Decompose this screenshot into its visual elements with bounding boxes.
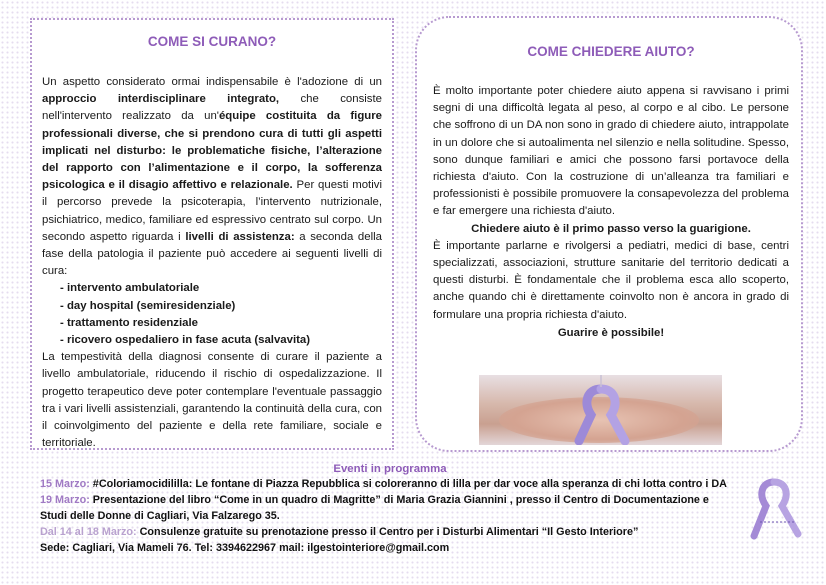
right-title: COME CHIEDERE AIUTO? bbox=[527, 44, 695, 59]
event-date: 19 Marzo: bbox=[40, 494, 90, 506]
left-title: COME SI CURANO? bbox=[147, 34, 277, 49]
event-text: #Coloriamocidililla: Le fontane di Piazza Repubblica si coloreranno di lilla per dar voce alla speranza di chi lotta contro i DA bbox=[89, 478, 727, 490]
left-panel bbox=[30, 18, 394, 450]
event-text: Presentazione del libro “Come in un quadro di Magritte” di Maria Grazia Giannini , presso il Centro di Documentazione e bbox=[89, 494, 709, 506]
right-paragraph-2: È importante parlarne e rivolgersi a pediatri, medici di base, centri specializzati, associazioni, strutture sanitarie del territorio dedicati a questi disturbi. È fondamentale che il problema esca allo scoperto, anche quando chi è direttamente coinvolto non è ancora in grado di formulare una propria richiesta d'aiuto. bbox=[433, 239, 789, 321]
event-item bbox=[40, 492, 820, 508]
left-paragraph-1 bbox=[42, 74, 382, 280]
text-run: a seconda della fase della patologia il paziente può accedere ai seguenti livelli di cura: bbox=[42, 230, 383, 278]
bold-run: livelli di assistenza: bbox=[185, 230, 295, 243]
bold-run: approccio interdisciplinare integrato, bbox=[42, 93, 280, 106]
bold-run: équipe costituita da figure professionali diverse, che si prendono cura di tutti gli aspetti implicati nel disturbo: le problematiche fisiche, l’alterazione del rapporto con l’alimentazione e il corpo, la sofferenza psicologica e il disagio affettivo e relazionale. bbox=[42, 110, 383, 192]
event-item bbox=[40, 476, 820, 492]
right-paragraph-1: È molto importante poter chiedere aiuto appena si ravvisano i primi segni di una difficoltà legata al peso, al corpo e al cibo. Le persone che soffrono di un DA non sono in grado di chiedere aiuto, intrappolate in un dolore che si autoalimenta nel silenzio e nella solitudine. Spesso, sono dunque familiari e amici che possono farsi portavoce della richiesta d'aiuto. Con la costruzione di un’alleanza tra familiari e professionisti è possibile promuovere la consapevolezza del problema e far emergere una richiesta d'aiuto. bbox=[433, 85, 789, 218]
event-date: 15 Marzo: bbox=[40, 478, 90, 490]
left-paragraph-2: La tempestività della diagnosi consente di curare il paziente a livello ambulatoriale, riducendo il rischio di ospedalizzazione. Il progetto terapeutico deve poter contemplare l'eventuale passaggio tra i vari livelli assistenziali, garantendo la continuità della cura, con il coinvolgimento del paziente e della rete familiare, sociale e territoriale. bbox=[42, 351, 382, 450]
list-item: - ricovero ospedaliero in fase acuta (salvavita) bbox=[60, 334, 311, 347]
right-highlight: Chiedere aiuto è il primo passo verso la guarigione. bbox=[471, 222, 751, 235]
right-panel bbox=[415, 16, 803, 452]
list-item: - trattamento residenziale bbox=[60, 316, 198, 329]
right-slogan: Guarire è possibile! bbox=[557, 326, 665, 339]
care-levels-list bbox=[42, 280, 382, 349]
list-item: - intervento ambulatoriale bbox=[60, 282, 200, 295]
events-title: Eventi in programma bbox=[333, 463, 447, 475]
event-item-continued: Studi delle Donne di Cagliari, Via Falzarego 35. bbox=[40, 510, 280, 522]
awareness-ribbon-photo bbox=[479, 375, 722, 445]
events-section bbox=[40, 463, 820, 556]
event-contact: Sede: Cagliari, Via Mameli 76. Tel: 3394622967 mail: ilgestointeriore@gmail.com bbox=[40, 542, 450, 554]
event-date: Dal 14 al 18 Marzo: bbox=[40, 526, 137, 538]
text-run: che consiste nell'intervento realizzato da un' bbox=[42, 93, 382, 123]
text-run: Per questi motivi il percorso prevede la psicoterapia, l’intervento nutrizionale, psichiatrico, medico, familiare ed espressivo centrato sul corpo. Un secondo aspetto riguarda i bbox=[42, 179, 382, 243]
text-run: Un aspetto considerato ormai indispensabile è l'adozione di un bbox=[42, 76, 382, 88]
ribbon-photo-icon bbox=[479, 375, 722, 445]
awareness-ribbon-icon bbox=[750, 478, 802, 540]
event-item bbox=[40, 524, 820, 540]
event-text: Consulenze gratuite su prenotazione presso il Centro per i Disturbi Alimentari “Il Gesto Interiore” bbox=[136, 526, 639, 538]
list-item: - day hospital (semiresidenziale) bbox=[60, 299, 236, 312]
